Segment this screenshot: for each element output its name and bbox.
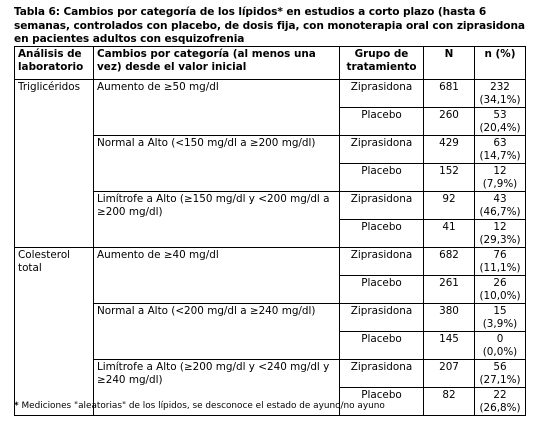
footnote <box>14 401 385 412</box>
category-cell: Limítrofe a Alto (≥150 mg/dl y <200 mg/dl a ≥200 mg/dl) <box>94 192 340 248</box>
npct-cell: 53 (20,4%) <box>475 108 526 136</box>
lipid-table <box>14 46 526 416</box>
npct-cell: 12 (29,3%) <box>475 220 526 248</box>
n-cell: 682 <box>424 248 475 276</box>
header-analysis: Análisis de laboratorio <box>15 47 94 80</box>
header-change: Cambios por categoría (al menos una vez) desde el valor inicial <box>94 47 340 80</box>
npct-cell: 232 (34,1%) <box>475 80 526 108</box>
n-cell: 260 <box>424 108 475 136</box>
group-cell: Ziprasidona <box>340 360 424 388</box>
group-cell: Placebo <box>340 276 424 304</box>
group-cell: Placebo <box>340 332 424 360</box>
npct-cell: 43 (46,7%) <box>475 192 526 220</box>
category-cell: Normal a Alto (<150 mg/dl a ≥200 mg/dl) <box>94 136 340 192</box>
n-cell: 681 <box>424 80 475 108</box>
table-title: Tabla 6: Cambios por categoría de los lípidos* en estudios a corto plazo (hasta 6 semanas, controlados con placebo, de dosis fija, con monoterapia oral con ziprasidona en pacientes adultos con esquizofrenia <box>14 6 525 45</box>
group-cell: Placebo <box>340 108 424 136</box>
analysis-cell: Colesterol total <box>15 248 94 416</box>
category-cell: Limítrofe a Alto (≥200 mg/dl y <240 mg/dl y ≥240 mg/dl) <box>94 360 340 416</box>
npct-cell: 0 (0,0%) <box>475 332 526 360</box>
group-cell: Placebo <box>340 164 424 192</box>
npct-cell: 22 (26,8%) <box>475 388 526 416</box>
category-cell: Normal a Alto (<200 mg/dl a ≥240 mg/dl) <box>94 304 340 360</box>
npct-cell: 76 (11,1%) <box>475 248 526 276</box>
n-cell: 207 <box>424 360 475 388</box>
table-row <box>15 248 526 276</box>
header-npct: n (%) <box>475 47 526 80</box>
n-cell: 261 <box>424 276 475 304</box>
n-cell: 380 <box>424 304 475 332</box>
n-cell: 82 <box>424 388 475 416</box>
group-cell: Placebo <box>340 220 424 248</box>
header-group: Grupo de tratamiento <box>340 47 424 80</box>
n-cell: 429 <box>424 136 475 164</box>
table-body <box>15 80 526 416</box>
header-row <box>15 47 526 80</box>
n-cell: 145 <box>424 332 475 360</box>
table-row <box>15 80 526 108</box>
n-cell: 92 <box>424 192 475 220</box>
group-cell: Ziprasidona <box>340 192 424 220</box>
category-cell: Aumento de ≥50 mg/dl <box>94 80 340 136</box>
header-n: N <box>424 47 475 80</box>
npct-cell: 15 (3,9%) <box>475 304 526 332</box>
footnote-marker: * <box>14 401 19 411</box>
npct-cell: 26 (10,0%) <box>475 276 526 304</box>
analysis-cell: Triglicéridos <box>15 80 94 248</box>
npct-cell: 12 (7,9%) <box>475 164 526 192</box>
npct-cell: 63 (14,7%) <box>475 136 526 164</box>
group-cell: Ziprasidona <box>340 248 424 276</box>
group-cell: Placebo <box>340 388 424 416</box>
footnote-text: Mediciones "aleatorias" de los lípidos, se desconoce el estado de ayuno/no ayuno <box>18 401 385 411</box>
group-cell: Ziprasidona <box>340 304 424 332</box>
category-cell: Aumento de ≥40 mg/dl <box>94 248 340 304</box>
group-cell: Ziprasidona <box>340 80 424 108</box>
group-cell: Ziprasidona <box>340 136 424 164</box>
n-cell: 41 <box>424 220 475 248</box>
npct-cell: 56 (27,1%) <box>475 360 526 388</box>
n-cell: 152 <box>424 164 475 192</box>
